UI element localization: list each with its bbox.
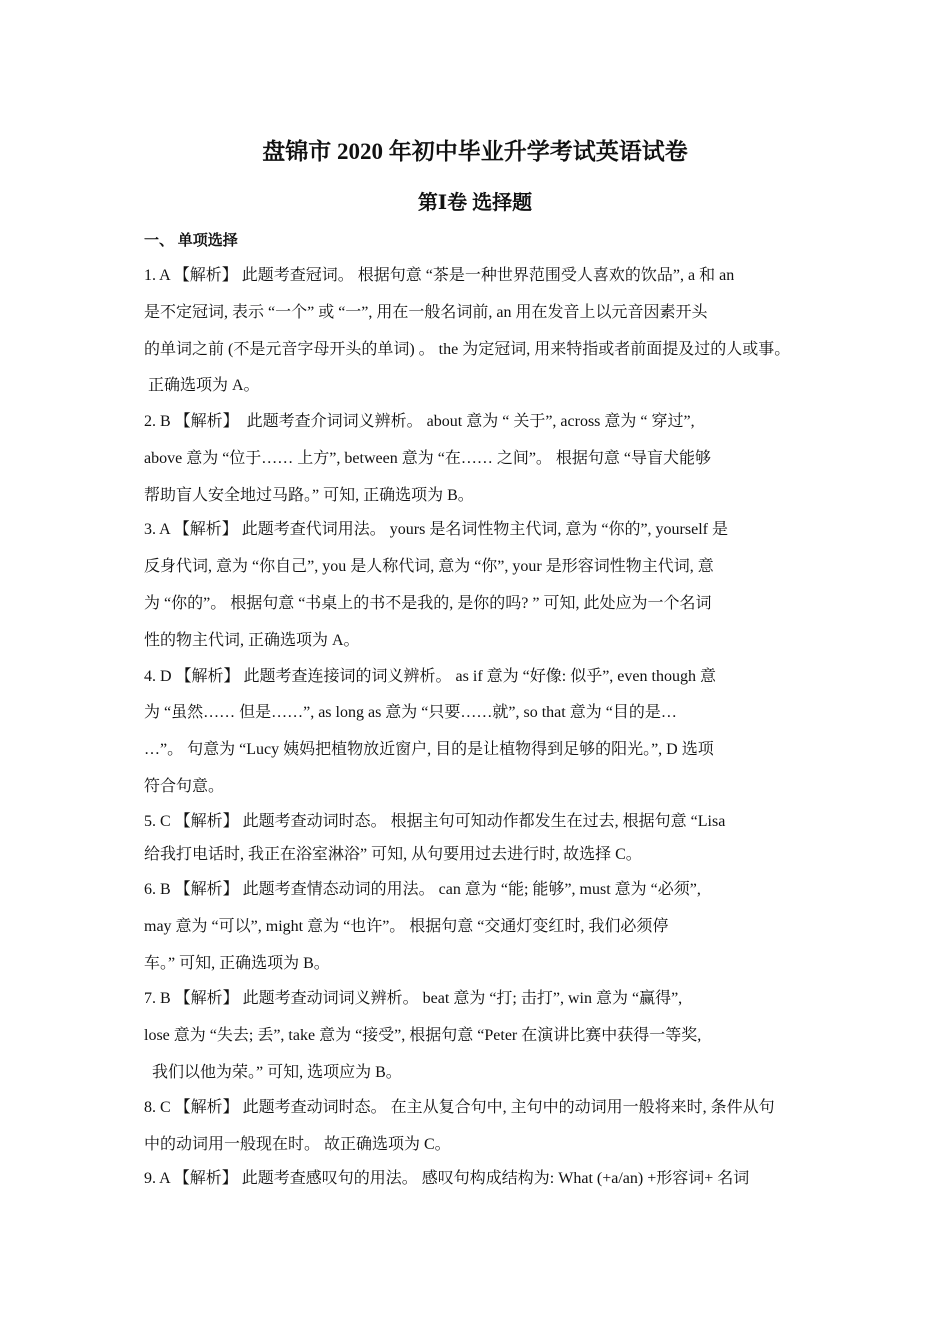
text-line: 5. C 【解析】 此题考查动词时态。 根据主句可知动作都发生在过去, 根据句意 “Lisa [144, 813, 726, 830]
text-line: lose 意为 “失去; 丢”, take 意为 “接受”, 根据句意 “Peter 在演讲比赛中获得一等奖, [144, 1027, 702, 1044]
text-line: 9. A 【解析】 此题考查感叹句的用法。 感叹句构成结构为: What (+a/an) +形容词+ 名词 [144, 1170, 750, 1187]
text-line: above 意为 “位于…… 上方”, between 意为 “在…… 之间”。 根据句意 “导盲犬能够 [144, 450, 712, 467]
text-line: 2. B 【解析】 此题考查介词词义辨析。 about 意为 “ 关于”, across 意为 “ 穿过”, [144, 413, 695, 430]
text-line: 是不定冠词, 表示 “一个” 或 “一”, 用在一般名词前, an 用在发音上以元音因素开头 [144, 304, 708, 321]
text-line: 7. B 【解析】 此题考查动词词义辨析。 beat 意为 “打; 击打”, win 意为 “赢得”, [144, 990, 683, 1007]
text-line: 给我打电话时, 我正在浴室淋浴” 可知, 从句要用过去进行时, 故选择 C。 [144, 846, 642, 863]
text-line: 6. B 【解析】 此题考查情态动词的用法。 can 意为 “能; 能够”, must 意为 “必须”, [144, 881, 701, 898]
text-line: 为 “虽然…… 但是……”, as long as 意为 “只要……就”, so that 意为 “目的是… [144, 704, 677, 721]
text-line: 帮助盲人安全地过马路。” 可知, 正确选项为 B。 [144, 487, 474, 504]
text-line: 4. D 【解析】 此题考查连接词的词义辨析。 as if 意为 “好像: 似乎”, even though 意 [144, 668, 716, 685]
text-line: 符合句意。 [144, 778, 225, 795]
text-line: 1. A 【解析】 此题考查冠词。 根据句意 “茶是一种世界范围受人喜欢的饮品”, a 和 an [144, 267, 735, 284]
text-line: 3. A 【解析】 此题考查代词用法。 yours 是名词性物主代词, 意为 “你的”, yourself 是 [144, 521, 728, 538]
text-line: may 意为 “可以”, might 意为 “也许”。 根据句意 “交通灯变红时, 我们必须停 [144, 918, 669, 935]
text-line: …”。 句意为 “Lucy 姨妈把植物放近窗户, 目的是让植物得到足够的阳光。”, D 选项 [144, 741, 714, 758]
text-line: 车。” 可知, 正确选项为 B。 [144, 955, 330, 972]
section-heading: 一、 单项选择 [144, 233, 238, 249]
text-line: 我们以他为荣。” 可知, 选项应为 B。 [144, 1064, 402, 1081]
page-title: 盘锦市 2020 年初中毕业升学考试英语试卷 [262, 139, 688, 164]
text-line: 反身代词, 意为 “你自己”, you 是人称代词, 意为 “你”, your 是形容词性物主代词, 意 [144, 558, 714, 575]
text-line: 正确选项为 A。 [144, 377, 260, 394]
text-line: 为 “你的”。 根据句意 “书桌上的书不是我的, 是你的吗? ” 可知, 此处应为一个名词 [144, 595, 712, 612]
text-line: 的单词之前 (不是元音字母开头的单词) 。 the 为定冠词, 用来特指或者前面提及过的人或事。 [144, 341, 791, 358]
text-line: 中的动词用一般现在时。 故正确选项为 C。 [144, 1136, 451, 1153]
text-line: 8. C 【解析】 此题考查动词时态。 在主从复合句中, 主句中的动词用一般将来时, 条件从句 [144, 1099, 775, 1116]
section-subtitle: 第Ⅰ卷 选择题 [417, 192, 533, 214]
text-line: 性的物主代词, 正确选项为 A。 [144, 632, 360, 649]
